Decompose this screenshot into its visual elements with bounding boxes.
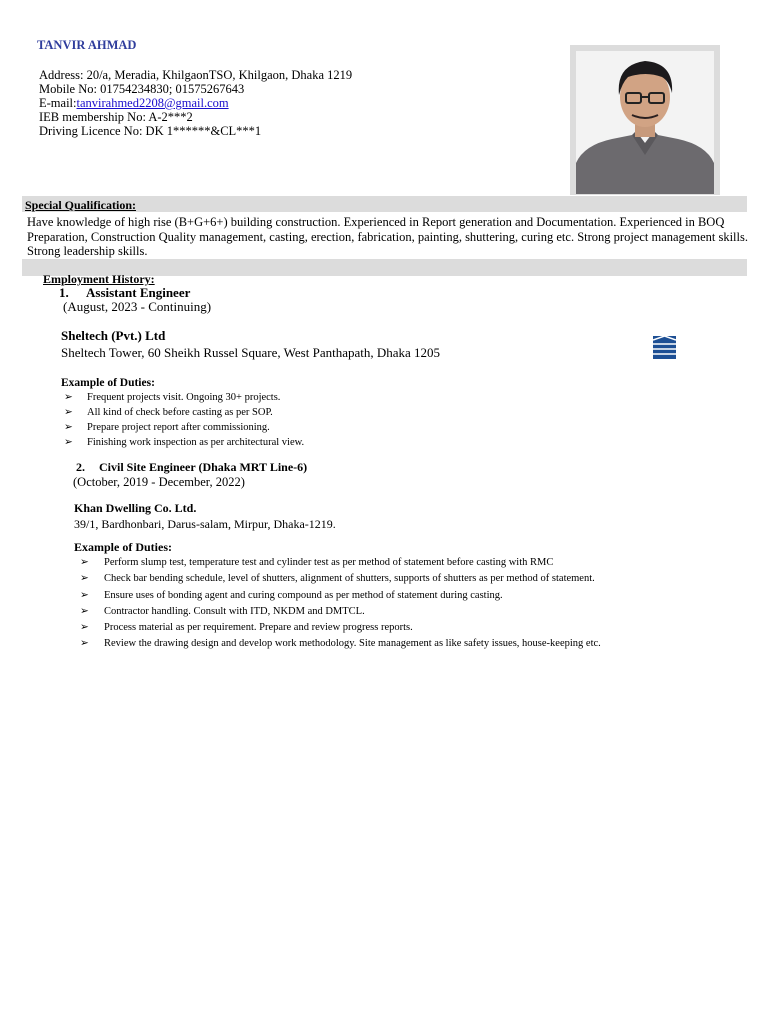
list-item: ➢ Prepare project report after commissioning. bbox=[64, 422, 270, 433]
arrow-bullet-icon: ➢ bbox=[80, 589, 89, 601]
arrow-bullet-icon: ➢ bbox=[64, 392, 73, 403]
job2-period: (October, 2019 - December, 2022) bbox=[73, 475, 245, 489]
arrow-bullet-icon: ➢ bbox=[64, 407, 73, 418]
list-item: ➢ Check bar bending schedule, level of shutters, alignment of shutters, supports of shutters as per method of statement. bbox=[80, 573, 595, 585]
arrow-bullet-icon: ➢ bbox=[80, 605, 89, 617]
profile-photo bbox=[576, 51, 714, 194]
job1-duties-list bbox=[64, 391, 304, 451]
job1-number: 1. bbox=[59, 285, 69, 300]
email-label: E-mail: bbox=[39, 96, 77, 110]
list-item: ➢ Review the drawing design and develop work methodology. Site management as like safety issues, house-keeping etc. bbox=[80, 638, 601, 650]
list-item: ➢ Process material as per requirement. Prepare and review progress reports. bbox=[80, 622, 413, 634]
arrow-bullet-icon: ➢ bbox=[80, 622, 89, 634]
address-line: Address: 20/a, Meradia, KhilgaonTSO, Khilgaon, Dhaka 1219 bbox=[39, 68, 353, 82]
job2-address: 39/1, Bardhonbari, Darus-salam, Mirpur, Dhaka-1219. bbox=[74, 517, 336, 531]
list-item: ➢ Contractor handling. Consult with ITD, NKDM and DMTCL. bbox=[80, 605, 365, 617]
employment-history-title: Employment History: bbox=[43, 272, 155, 286]
mobile-line: Mobile No: 01754234830; 01575267643 bbox=[39, 82, 245, 96]
arrow-bullet-icon: ➢ bbox=[64, 422, 73, 433]
job1-address: Sheltech Tower, 60 Sheikh Russel Square, West Panthapath, Dhaka 1205 bbox=[61, 345, 441, 360]
list-item: ➢ Perform slump test, temperature test and cylinder test as per method of statement before casting with RMC bbox=[80, 557, 554, 568]
special-qualification-text: Have knowledge of high rise (B+G+6+) building construction. Experienced in Report generation and Documentation. Experienced in BOQ Preparation, Construction Quality management, casting, erection, fabrication, painting, shuttering, curing etc. Strong project management skills. Strong leadership skills. bbox=[27, 215, 748, 258]
special-qualification-title: Special Qualification: bbox=[25, 198, 136, 212]
arrow-bullet-icon: ➢ bbox=[80, 557, 89, 568]
job1-role: Assistant Engineer bbox=[86, 285, 191, 300]
job1-company: Sheltech (Pvt.) Ltd bbox=[61, 328, 166, 343]
arrow-bullet-icon: ➢ bbox=[64, 437, 73, 448]
job2-number: 2. bbox=[76, 460, 85, 474]
sheltech-logo-icon bbox=[653, 336, 676, 359]
email-link[interactable]: tanvirahmed2208@gmail.com bbox=[76, 96, 229, 110]
ieb-line: IEB membership No: A-2***2 bbox=[39, 110, 193, 124]
list-item: ➢ Finishing work inspection as per architectural view. bbox=[64, 437, 305, 448]
arrow-bullet-icon: ➢ bbox=[80, 573, 89, 585]
job2-company: Khan Dwelling Co. Ltd. bbox=[74, 501, 197, 515]
candidate-name: TANVIR AHMAD bbox=[37, 38, 137, 52]
list-item: ➢ Frequent projects visit. Ongoing 30+ projects. bbox=[64, 392, 281, 403]
job2-duties-list bbox=[80, 556, 601, 654]
arrow-bullet-icon: ➢ bbox=[80, 638, 89, 650]
job1-duties-title: Example of Duties: bbox=[61, 377, 155, 389]
email-line bbox=[39, 96, 352, 110]
job1-period: (August, 2023 - Continuing) bbox=[63, 299, 212, 314]
contact-block bbox=[39, 68, 352, 138]
list-item: ➢ All kind of check before casting as per SOP. bbox=[64, 407, 273, 418]
job2-role: Civil Site Engineer (Dhaka MRT Line-6) bbox=[99, 460, 308, 474]
licence-line: Driving Licence No: DK 1******&CL***1 bbox=[39, 124, 262, 138]
list-item: ➢ Ensure uses of bonding agent and curing compound as per method of statement during casting. bbox=[80, 589, 503, 601]
job2-duties-title: Example of Duties: bbox=[74, 540, 172, 554]
